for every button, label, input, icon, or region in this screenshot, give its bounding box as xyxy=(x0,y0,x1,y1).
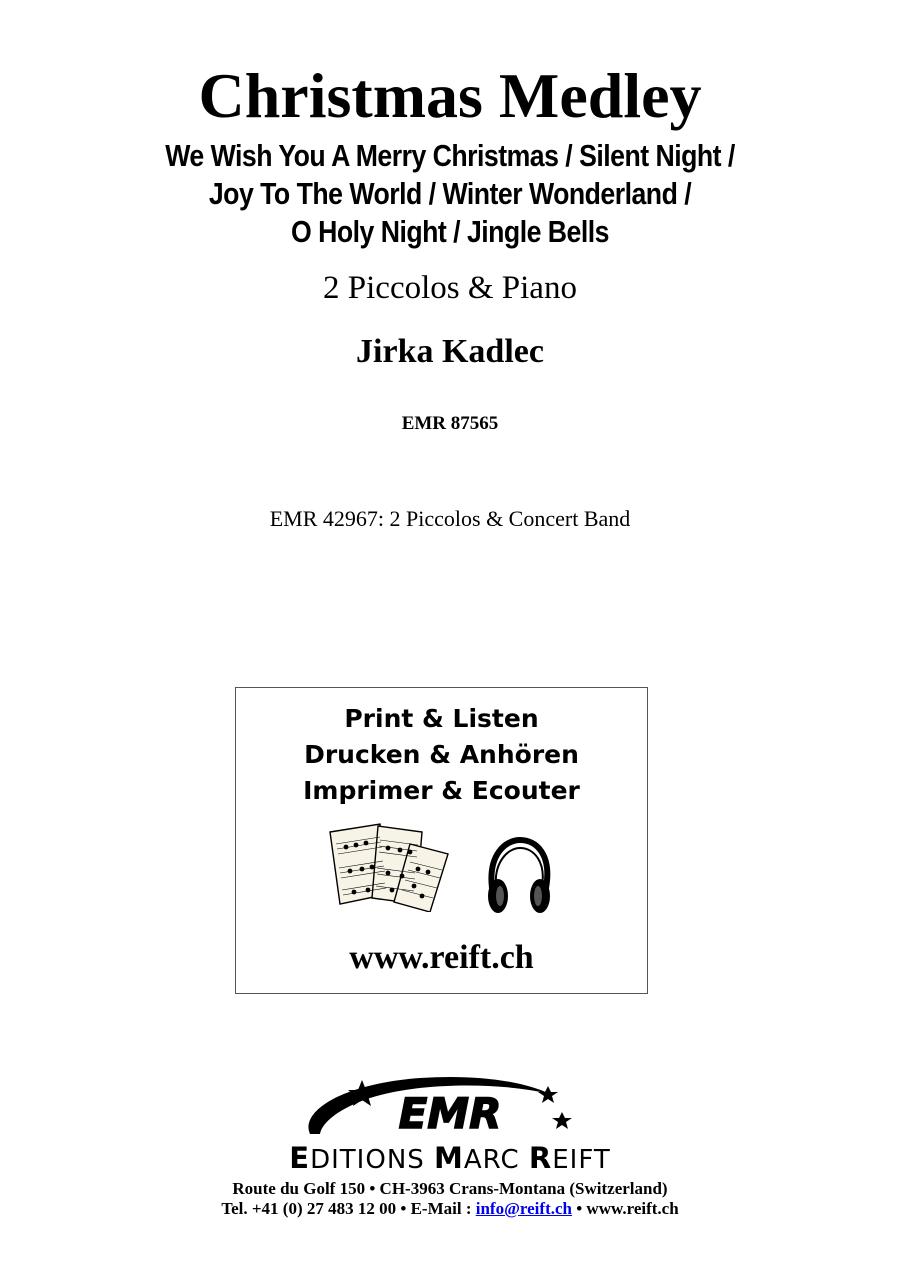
instrumentation: 2 Piccolos & Piano xyxy=(323,270,577,306)
catalog-code: EMR 87565 xyxy=(401,413,499,434)
contact-tel: Tel. +41 (0) 27 483 12 00 • E-Mail : xyxy=(221,1199,476,1218)
publisher-address: Route du Golf 150 • CH-3963 Crans-Montana (Switzerland) xyxy=(232,1179,668,1198)
promo-line-french: Imprimer & Ecouter xyxy=(303,776,580,805)
page-title: Christmas Medley xyxy=(198,60,702,131)
print-listen-box xyxy=(235,687,648,994)
alternate-edition: EMR 42967: 2 Piccolos & Concert Band xyxy=(269,506,631,531)
publisher-name-m: M xyxy=(434,1141,464,1175)
email-link[interactable]: info@reift.ch xyxy=(475,1199,572,1218)
composer-name: Jirka Kadlec xyxy=(356,333,544,370)
publisher-name-r: R xyxy=(528,1141,553,1175)
subtitle-line-3: O Holy Night / Jingle Bells xyxy=(291,214,609,249)
logo-text: EMR xyxy=(398,1089,502,1138)
subtitle-line-1: We Wish You A Merry Christmas / Silent Night / xyxy=(165,138,735,173)
publisher-name-eift: EIFT xyxy=(552,1145,611,1175)
publisher-name-e: E xyxy=(289,1141,311,1175)
sheet-music-icon xyxy=(326,822,456,912)
subtitle-line-2: Joy To The World / Winter Wonderland / xyxy=(208,176,692,211)
emr-logo xyxy=(300,1072,580,1142)
headphones-icon xyxy=(484,836,554,918)
publisher-name-ditions: DITIONS xyxy=(310,1145,435,1175)
promo-website: www.reift.ch xyxy=(349,939,534,976)
publisher-name xyxy=(0,1142,900,1176)
publisher-name-arc: ARC xyxy=(463,1145,529,1175)
publisher-contact xyxy=(0,1198,900,1220)
promo-line-german: Drucken & Anhören xyxy=(304,740,579,769)
promo-line-english: Print & Listen xyxy=(344,704,539,733)
contact-web: • www.reift.ch xyxy=(571,1199,679,1218)
